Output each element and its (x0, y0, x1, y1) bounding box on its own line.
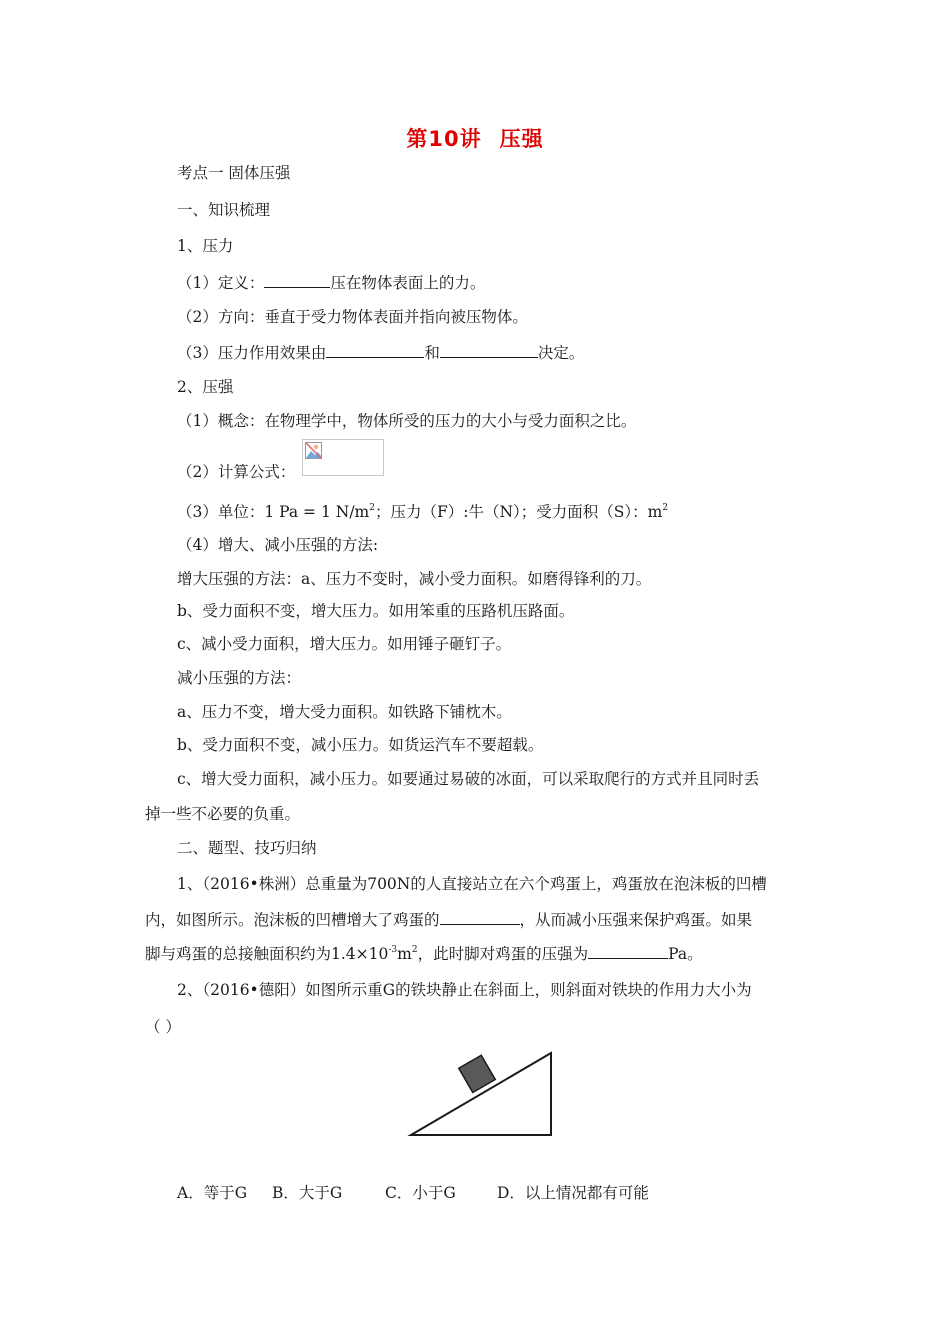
blank-2[interactable] (326, 342, 424, 358)
formula-image (302, 439, 384, 476)
increase-method-1: 增大压强的方法：a、压力不变时，减小受力面积。如磨得锋利的刀。 (177, 570, 652, 588)
force-definition: （1）定义： 压在物体表面上的力。 (177, 274, 486, 292)
heading-force: 1、压力 (177, 237, 234, 255)
broken-image-icon (305, 442, 322, 459)
question-2-answer-bracket: （ ） (145, 1018, 181, 1036)
question-1-line-3: 脚与鸡蛋的总接触面积约为$1.4\times 10^{-3}m^2$，此时脚对鸡蛋的压强为 Pa。 (145, 944, 703, 963)
decrease-method-3-cont: 掉一些不必要的负重。 (145, 805, 301, 823)
title-topic: 压强 (499, 127, 544, 151)
question-1-line-2: 内，如图所示。泡沫板的凹槽增大了鸡蛋的 ，从而减小压强来保护鸡蛋。如果 (145, 911, 753, 929)
incline-diagram (405, 1044, 557, 1140)
page-title (0, 123, 950, 153)
increase-method-3: c、减小受力面积，增大压力。如用锤子砸钉子。 (177, 635, 512, 653)
section-heading: 考点一 固体压强 (177, 164, 291, 182)
blank-3[interactable] (440, 342, 538, 358)
subsection-questions: 二、题型、技巧归纳 (177, 839, 317, 857)
question-2-line-1: 2、（2016•德阳）如图所示重G的铁块静止在斜面上，则斜面对铁块的作用力大小为 (177, 981, 752, 999)
title-lecture: 第10讲 (406, 127, 482, 151)
option-d[interactable]: D．以上情况都有可能 (497, 1184, 649, 1202)
force-effect: （3）压力作用效果由 和 决定。 (177, 344, 585, 362)
pressure-concept: （1）概念：在物理学中，物体所受的压力的大小与受力面积之比。 (177, 412, 637, 430)
decrease-heading: 减小压强的方法： (177, 669, 302, 687)
decrease-method-2: b、受力面积不变，减小压力。如货运汽车不要超载。 (177, 736, 544, 754)
blank-4[interactable] (440, 909, 520, 925)
heading-pressure: 2、压强 (177, 378, 234, 396)
option-b[interactable]: B．大于G (272, 1184, 343, 1202)
option-c[interactable]: C．小于G (385, 1184, 456, 1202)
blank-5[interactable] (588, 943, 668, 959)
question-1-line-1: 1、（2016•株洲）总重量为700N的人直接站立在六个鸡蛋上，鸡蛋放在泡沫板的凹槽 (177, 875, 767, 893)
iron-block (459, 1055, 496, 1092)
decrease-method-3: c、增大受力面积，减小压力。如要通过易破的冰面，可以采取爬行的方式并且同时丢 (177, 770, 760, 788)
subsection-knowledge: 一、知识梳理 (177, 201, 271, 219)
force-direction: （2）方向：垂直于受力物体表面并指向被压物体。 (177, 308, 528, 326)
increase-method-2: b、受力面积不变，增大压力。如用笨重的压路机压路面。 (177, 602, 575, 620)
blank-1[interactable] (264, 272, 330, 288)
decrease-method-1: a、压力不变，增大受力面积。如铁路下铺枕木。 (177, 703, 512, 721)
option-a[interactable]: A．等于G (177, 1184, 248, 1202)
pressure-unit: （3）单位：1 Pa = 1 $N/m^2$；压力（F）:牛（N）；受力面积（S）：$m^2$ (177, 502, 669, 521)
pressure-methods: （4）增大、减小压强的方法: (177, 536, 379, 554)
pressure-formula-label: （2）计算公式： (177, 463, 296, 481)
